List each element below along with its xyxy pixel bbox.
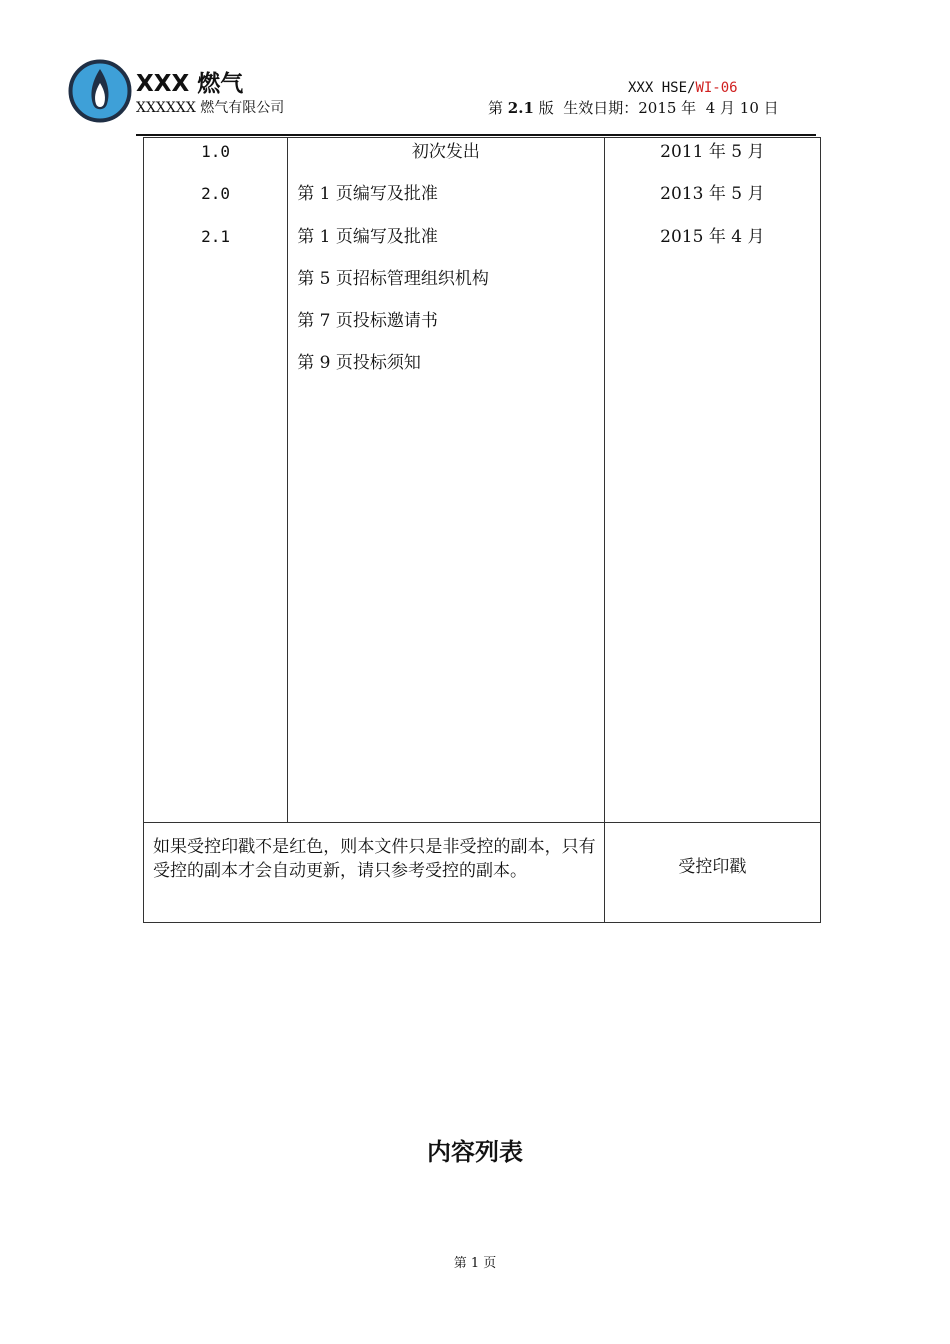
date-cell: 2015 年 4 月 (660, 226, 765, 247)
date-column (604, 138, 820, 823)
control-stamp-label: 受控印戳 (678, 857, 747, 877)
change-cell: 第 1 页编写及批准 (297, 184, 438, 205)
revision-rows (144, 138, 821, 823)
change-cell: 第 9 页投标须知 (297, 353, 421, 374)
change-cell: 第 5 页招标管理组织机构 (297, 268, 489, 289)
version-column (144, 138, 288, 823)
control-note-cell (144, 823, 605, 923)
date-cell: 2011 年 5 月 (660, 142, 765, 162)
flame-logo-icon (68, 59, 132, 123)
version-cell: 2.1 (201, 226, 231, 246)
change-cell: 初次发出 (411, 142, 480, 162)
company-logo (68, 59, 132, 123)
version-label: 第 (488, 99, 504, 117)
version-cell: 1.0 (201, 142, 231, 161)
change-column (288, 138, 604, 823)
version-line (488, 99, 779, 117)
date-cell: 2013 年 5 月 (660, 184, 765, 205)
change-cell: 第 7 页投标邀请书 (297, 311, 438, 332)
document-code (628, 79, 738, 97)
change-cell: 第 1 页编写及批准 (297, 226, 438, 247)
page-number: 第 1 页 (453, 1256, 497, 1271)
control-note-row (144, 823, 821, 923)
header-rule (136, 134, 816, 136)
effective-date: 生效日期：2015 年 4 月 10 日 (553, 99, 779, 117)
version-suffix: 版 (538, 99, 554, 117)
company-name: XXX 燃气 (136, 71, 244, 97)
toc-title: 内容列表 (427, 1138, 523, 1166)
document-code-prefix: XXX HSE/ (628, 80, 696, 96)
document-code-suffix: WI-06 (695, 80, 738, 96)
revision-history-table (143, 137, 821, 923)
company-full-name: XXXXXX 燃气有限公司 (136, 100, 285, 116)
version-cell: 2.0 (201, 184, 231, 204)
control-stamp-cell (604, 823, 820, 923)
version-number: 2.1 (507, 99, 534, 117)
control-note-text: 如果受控印戳不是红色，则本文件只是非受控的副本，只有受控的副本才会自动更新，请只参考受控的副本。 (153, 837, 596, 881)
